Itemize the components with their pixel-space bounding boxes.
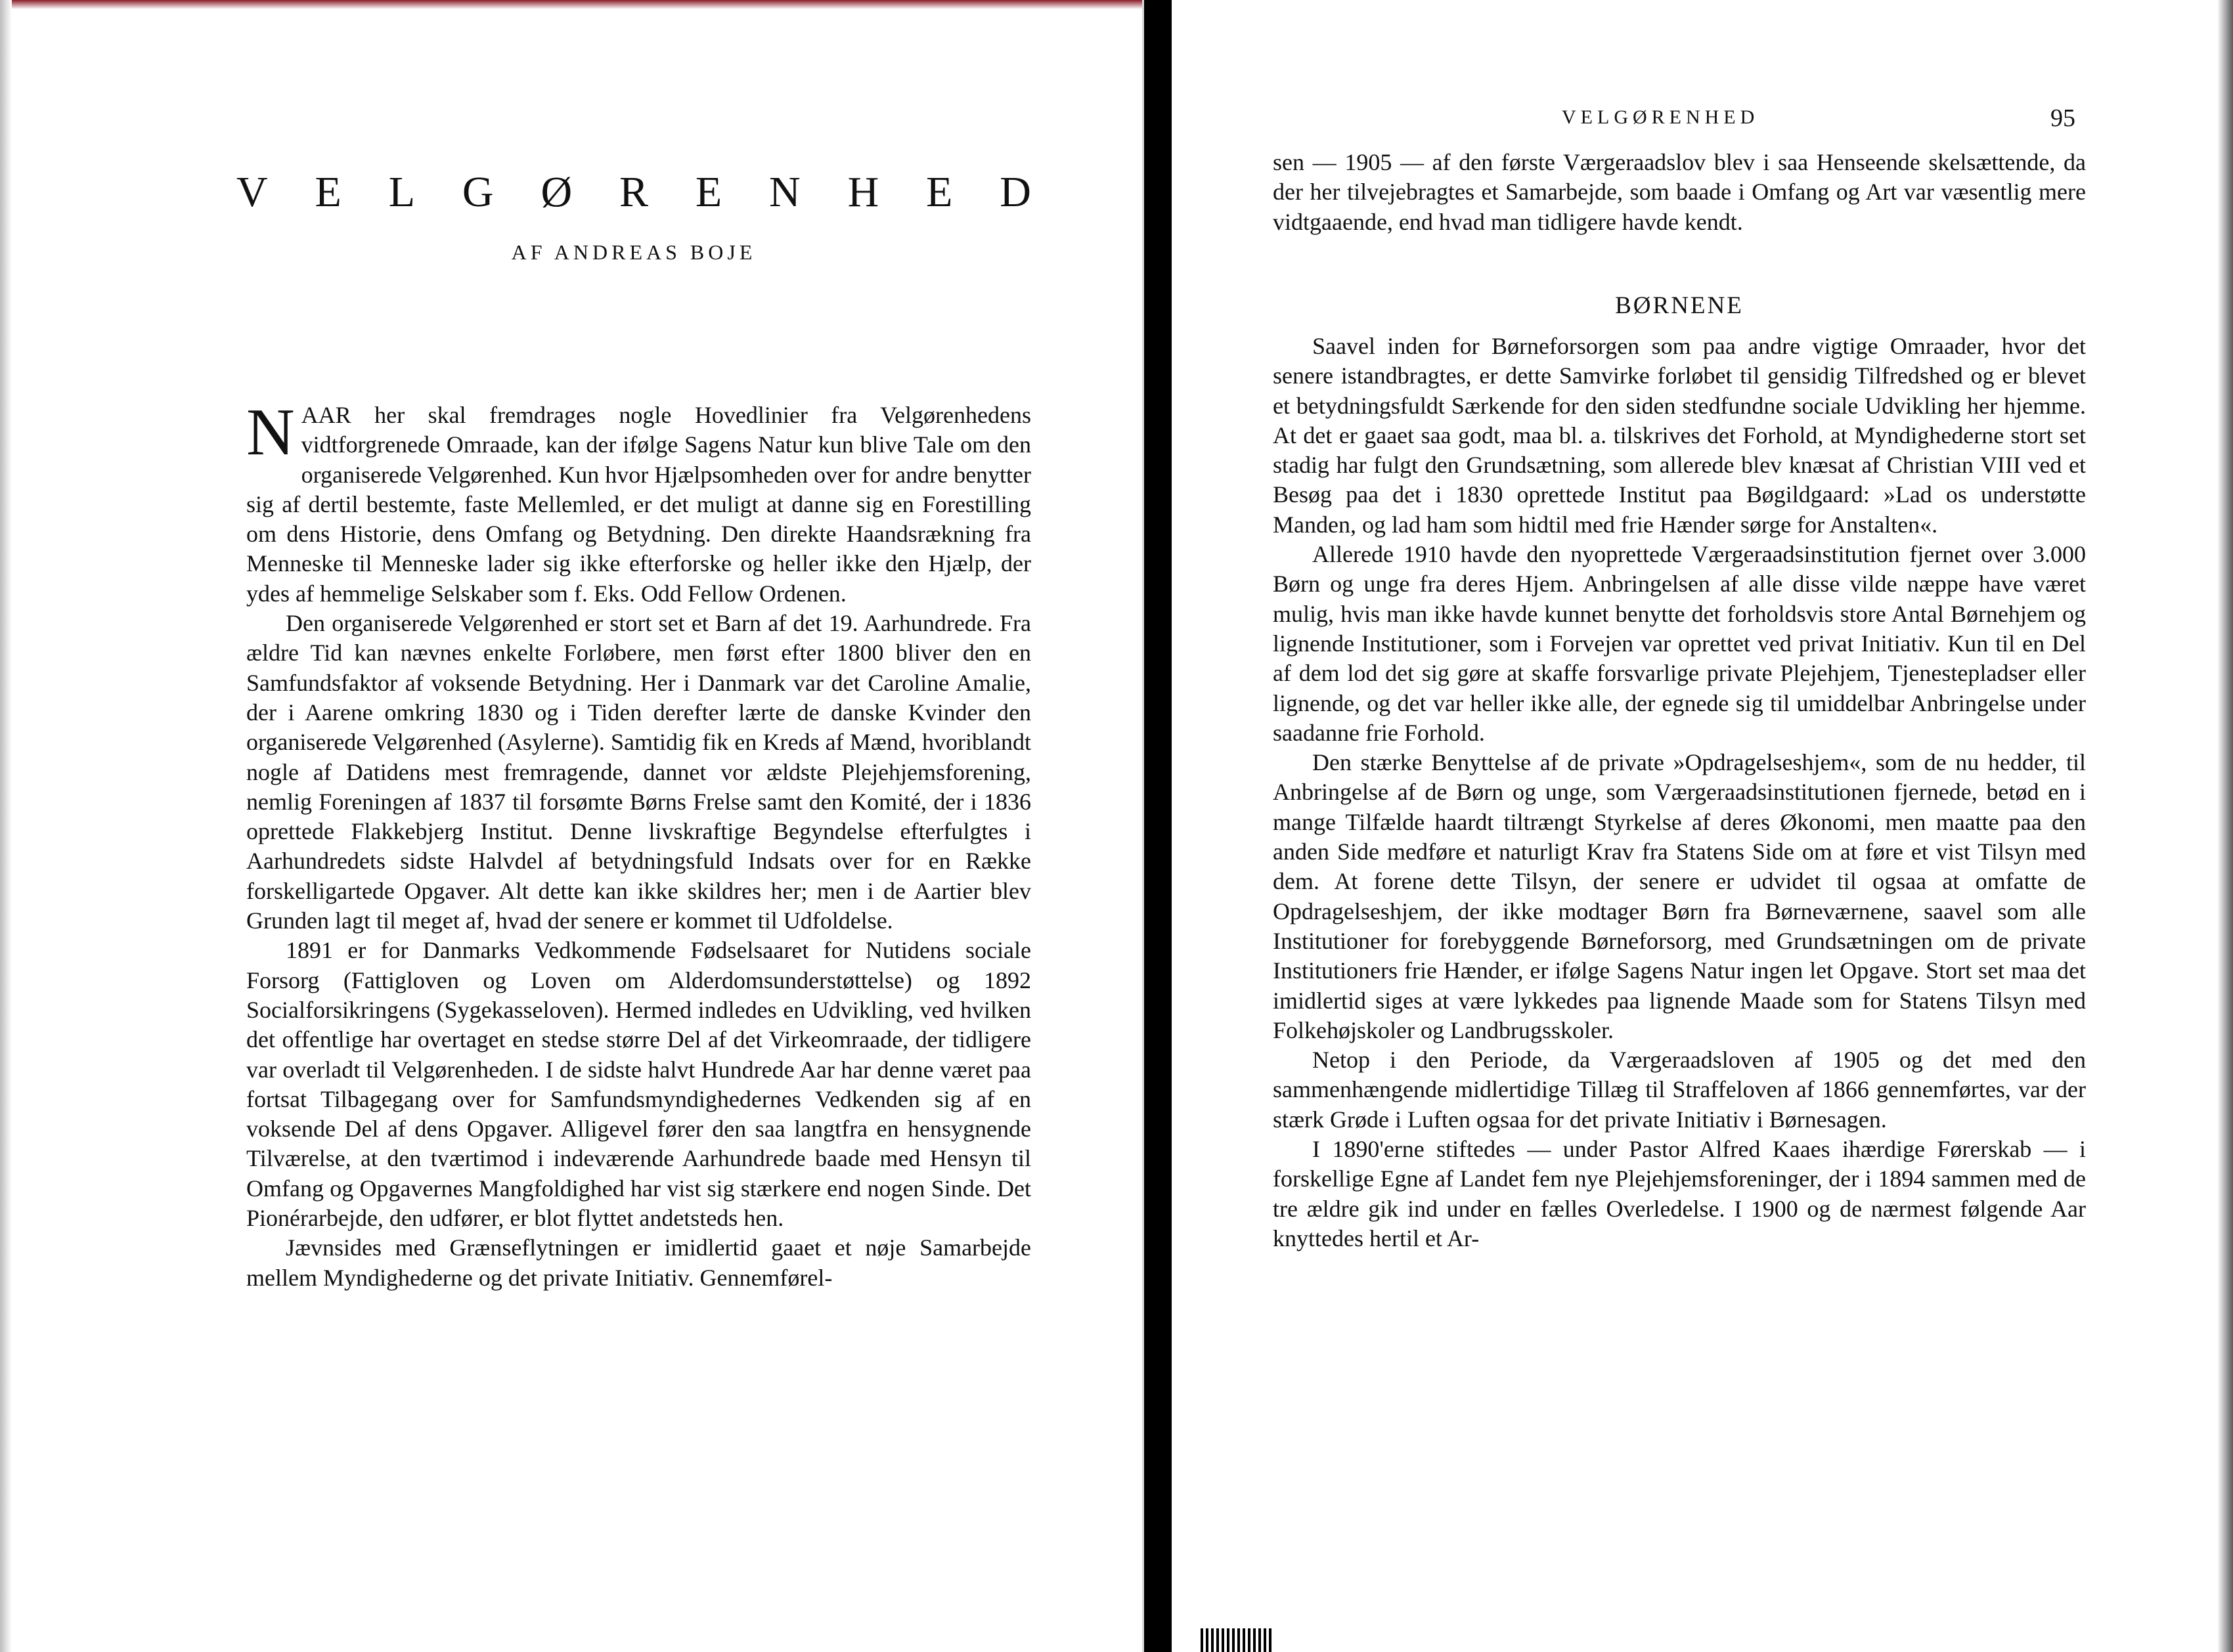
author-byline: AF ANDREAS BOJE (511, 240, 757, 264)
title-letter: L (388, 168, 416, 216)
body-paragraph: Netop i den Periode, da Værgeraadsloven af 1905 og det med den sammenhængende midlertidige Tillæg til Straffeloven af 1866 gennemførtes, var der stærk Grøde i Luften ogsaa for det private Initiativ i Børnesagen. (1273, 1047, 2086, 1133)
body-paragraph: Den stærke Benyttelse af de private »Opdragelseshjem«, som de nu hedder, til Anbringelse af de Børn og unge, som Værgeraadsinstitutionen fjernede, betød en i mange Tilfælde haardt tiltrængt Styrkelse af deres Økonomi, men maatte paa den anden Side medføre et naturligt Krav fra Statens Side om at føre et vist Tilsyn med dem. At forene dette Tilsyn, der senere er udvidet til ogsaa at omfatte de Opdragelseshjem, der ikke modtager Børn fra Børneværnene, saavel som alle Institutioner for forebyggende Børneforsorg, med Grundsætningen om de private Institutioners frie Hænder, er ifølge Sagens Natur ingen let Opgave. Stort set maa det imidlertid siges at være lykkedes paa lignende Maade som for Statens Tilsyn med Folkehøjskoler og Landbrugsskoler. (1273, 749, 2086, 1043)
title-letter: R (619, 168, 648, 216)
scan-barcode-strip (1201, 1628, 1273, 1652)
body-paragraph: 1891 er for Danmarks Vedkommende Fødselsaaret for Nutidens sociale Forsorg (Fattigloven og Loven om Alderdomsunderstøttelse) og 1892 Socialforsikringens (Sygekasseloven). Hermed indledes en Udvikling, ved hvilken det offentlige har overtaget en stedse større Del af det Virkeomraade, der tidligere var overladt til Velgørenheden. I de sidste halvt Hundrede Aar har denne været paa fortsat Tilbagegang over for Samfundsmyndighedernes Vedkenden sig af en voksende Del af dens Opgaver. Alligevel fører den saa langtfra en hensygnende Tilværelse, at den tværtimod i indeværende Aarhundrede baade med Hensyn til Omfang og Opgavernes Mangfoldighed har vist sig stærkere end nogen Sinde. Det Pionérarbejde, den udfører, er blot flyttet andetsteds hen. (246, 937, 1031, 1232)
title-letter: V (236, 168, 268, 216)
page-edge-top (0, 0, 1144, 9)
running-head: VELGØRENHED (1562, 106, 1759, 128)
continuation-paragraph: sen — 1905 — af den første Værgeraadslov blev i saa Henseende skelsættende, da der her tilvejebragtes et Samarbejde, som baade i Omfang og Art var væsentlig mere vidtgaaende, end hvad man tidligere havde kendt. (1273, 149, 2086, 235)
page-number: 95 (2050, 104, 2075, 132)
body-paragraph: Allerede 1910 havde den nyoprettede Værgeraadsinstitution fjernet over 3.000 Børn og unge fra deres Hjem. Anbringelsen af alle disse vilde næppe have været mulig, hvis man ikke havde kunnet benytte det forholdsvis store Antal Børnehjem og lignende Institutioner, som i Forvejen var oprettet ved privat Initiativ. Kun til en Del af dem lod det sig gøre at skaffe forsvarlige private Plejehjem, Tjenestepladser eller lignende, og det var heller ikke alle, der egnede sig til umiddelbar Anbringelse under saadanne frie Forhold. (1273, 541, 2086, 746)
continuation-block (1273, 148, 2086, 237)
page-edge-left (0, 0, 12, 1652)
left-text-column (246, 395, 1032, 1293)
title-letter: D (1000, 168, 1031, 216)
drop-cap: N (246, 395, 295, 469)
opening-paragraph (246, 395, 1032, 609)
body-paragraph: Den organiserede Velgørenhed er stort set et Barn af det 19. Aarhundrede. Fra ældre Tid kan nævnes enkelte Forløbere, men først efter 1800 bliver den en Samfundsfaktor af voksende Betydning. Her i Danmark var det Caroline Amalie, der i Aarene omkring 1830 og i Tiden derefter lærte de danske Kvinder den organiserede Velgørenhed (Asylerne). Samtidig fik en Kreds af Mænd, hvoriblandt nogle af Datidens mest fremragende, dannet vor ældste Plejehjemsforening, nemlig Foreningen af 1837 til forsømte Børns Frelse samt den Komité, der i 1836 oprettede Flakkebjerg Institut. Denne livskraftige Begyndelse efterfulgtes i Aarhundredets sidste Halvdel af betydningsfuld Indsats over for en Række forskelligartede Opgaver. Alt dette kan ikke skildres her; men i de Aartier blev Grunden lagt til meget af, hvad der senere er kommet til Udfoldelse. (246, 610, 1031, 934)
title-letter: G (462, 168, 494, 216)
chapter-title (236, 167, 1031, 217)
opening-paragraph-text: AAR her skal fremdrages nogle Hovedlinier fra Velgørenhedens vidtforgrenede Omraade, kan der ifølge Sagens Natur kun blive Tale om den organiserede Velgørenhed. Kun hvor Hjælpsomheden over for andre benytter sig af dertil bestemte, faste Mellemled, er det muligt at danne sig en Forestilling om dens Historie, dens Omfang og Betydning. Den direkte Haandsrækning fra Menneske til Menneske lader sig ikke efterforske og heller ikke den Hjælp, der ydes af hemmelige Selskaber som f. Eks. Odd Fellow Ordenen. (246, 402, 1032, 607)
body-paragraph: Jævnsides med Grænseflytningen er imidlertid gaaet et nøje Samarbejde mellem Myndighederne og det private Initiativ. Gennemførel- (246, 1234, 1031, 1291)
title-letter: Ø (541, 168, 573, 216)
title-letter: E (315, 168, 342, 216)
title-letter: N (769, 168, 801, 216)
title-letter: E (695, 168, 722, 216)
title-letter: E (926, 168, 953, 216)
body-paragraph: I 1890'erne stiftedes — under Pastor Alfred Kaaes ihærdige Førerskab — i forskellige Egne af Landet fem nye Plejehjemsforeninger, der i 1894 sammen med de tre ældre gik ind under en fælles Overledelse. I 1900 og de nærmest følgende Aar knyttedes hertil et Ar- (1273, 1136, 2086, 1251)
title-letter: H (847, 168, 879, 216)
section-heading: BØRNENE (1615, 292, 1744, 319)
page-edge-right (2217, 0, 2233, 1652)
right-text-column (1273, 332, 2086, 1253)
book-gutter (1144, 0, 1172, 1652)
body-paragraph: Saavel inden for Børneforsorgen som paa andre vigtige Omraader, hvor det senere istandbragtes, er dette Samvirke forløbet til gensidig Tilfredshed og er blevet et betydningsfuldt Særkende for den siden stedfundne sociale Udvikling her hjemme. At det er gaaet saa godt, maa bl. a. tilskrives det Forhold, at Myndighederne stort set stadig har fulgt den Grundsætning, som allerede blev knæsat af Christian VIII ved et Besøg paa det i 1830 oprettede Institut paa Bøgildgaard: »Lad os understøtte Manden, og lad ham som hidtil med frie Hænder sørge for Anstalten«. (1273, 333, 2086, 538)
